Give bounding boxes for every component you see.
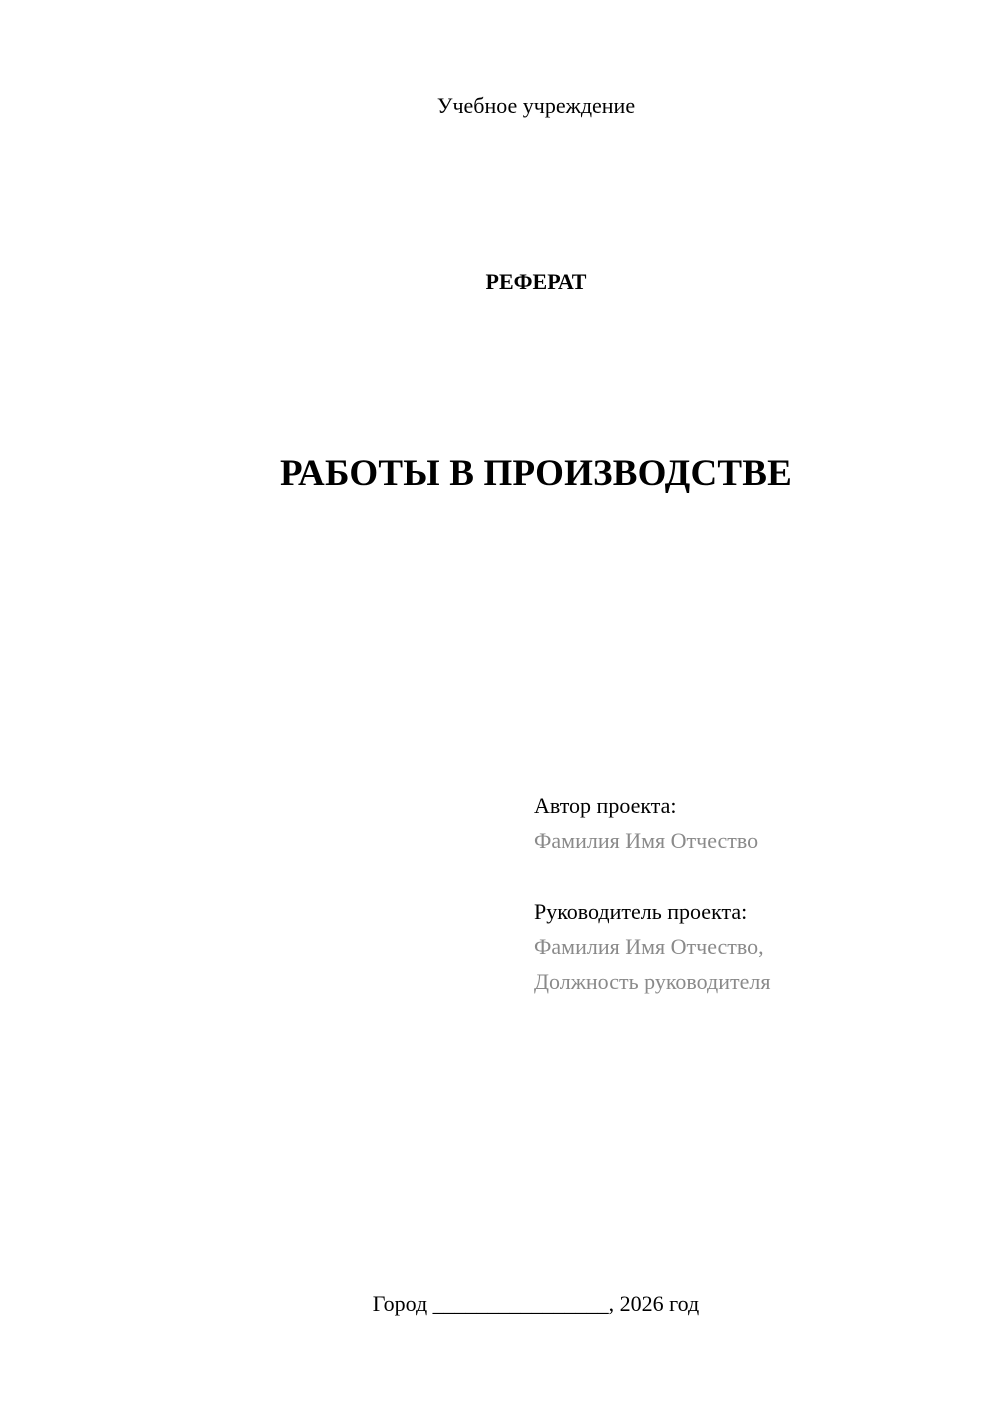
supervisor-block bbox=[534, 894, 974, 999]
city-label: Город bbox=[372, 1291, 428, 1316]
city-year-line bbox=[0, 1290, 1000, 1318]
supervisor-position-placeholder: Должность руководителя bbox=[534, 969, 771, 994]
document-title: РАБОТЫ В ПРОИЗВОДСТВЕ bbox=[279, 453, 793, 494]
institution-name: Учебное учреждение bbox=[436, 93, 636, 118]
supervisor-label: Руководитель проекта: bbox=[534, 899, 748, 924]
author-name-placeholder: Фамилия Имя Отчество bbox=[534, 828, 759, 853]
author-label: Автор проекта: bbox=[534, 793, 677, 818]
city-blank: ________________ bbox=[432, 1291, 609, 1316]
document-type: РЕФЕРАТ bbox=[485, 269, 587, 294]
supervisor-name-placeholder: Фамилия Имя Отчество, bbox=[534, 934, 764, 959]
author-block bbox=[534, 788, 974, 858]
year-text: , 2026 год bbox=[608, 1291, 700, 1316]
credits-block bbox=[534, 788, 974, 999]
